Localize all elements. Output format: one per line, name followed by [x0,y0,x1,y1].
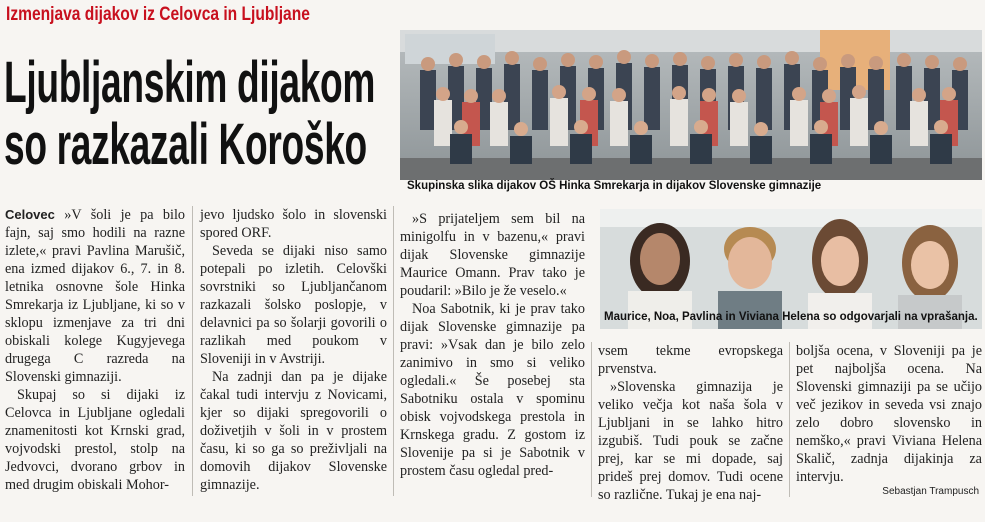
paragraph-text: »V šoli je pa bilo fajn, saj smo hodili na razne izlete,« pravi Pavlina Marušič, ena izmed dijakov 6., 7. in 8. letnika osnovne šole Hinka Smrekarja iz Ljubljane, ki so v sklopu izmenjave za tri dni obiskali kolege Kugyjevega drugega C razreda na Slovenski gimnaziji. [5,207,185,385]
paragraph: vsem tekme evropskega prvenstva. [598,343,783,377]
column-rule [789,342,790,497]
article-column-1 [5,206,185,494]
headline-line-1: Ljubljanskim dijakom [4,50,376,115]
group-photo-image [400,30,982,180]
article-column-5 [796,342,982,486]
article-kicker: Izmenjava dijakov iz Celovca in Ljubljane [6,4,310,25]
paragraph: jevo ljudsko šolo in slovenski spored ORF. [200,207,387,241]
paragraph: »Slovenska gimnazija je veliko večja kot naša šola v Ljubljani in se lahko hitro izgubiš. Tudi pouk se začne prej, kar se mi dopade, saj prideš prej domov. Tudi ocene so različne. Tukaj je ena naj- [598,379,783,503]
headline-line-2: so razkazali Koroško [4,112,367,177]
column-rule [393,206,394,496]
paragraph [5,206,185,386]
paragraph: Na zadnji dan pa je dijake čakal tudi intervju z Novicami, kjer so dijaki spregovorili o doživetjih v šoli in v prostem času, ki so ga so preživljali na domovih dijakov Slovenske gimnazije. [200,369,387,493]
author-byline: Sebastjan Trampusch [882,486,979,497]
paragraph: Noa Sabotnik, ki je prav tako dijak Slovenske gimnazije pa pravi: »Vsak dan je bilo zelo zanimivo in smo si veliko ogledali.« Še posebej sta Sabotniku ostala v spominu obisk vojvodskega prestola in Krnskega gradu. Z gostom iz Slovenije pa si je Sabotnik v prostem času ogledal pred- [400,301,585,479]
paragraph: Skupaj so si dijaki iz Celovca in Ljubljane ogledali znamenitosti kot Krnski grad, vojvodski prestol, stolp na Jedvovci, dvorano grbov in med drugim obiskali Mohor- [5,387,185,493]
article-headline [4,50,376,177]
article-column-2 [200,206,387,494]
portrait-photo-caption: Maurice, Noa, Pavlina in Viviana Helena so odgovarjali na vprašanja. [604,311,978,323]
paragraph: Seveda se dijaki niso samo potepali po izletih. Celovški sovrstniki so Ljubljančanom razkazali šolsko poslopje, v delavnici pa so šolarji govorili o razlikah med poukom v Sloveniji in v Avstriji. [200,243,387,367]
paragraph: »S prijateljem sem bil na minigolfu in v bazenu,« pravi dijak Slovenske gimnazije Maurice Omann. Prav tako je poudaril: »Bilo je že veselo.« [400,211,585,299]
article-column-4 [598,342,783,504]
article-column-3 [400,210,585,480]
group-photo-caption: Skupinska slika dijakov OŠ Hinka Smrekarja in dijakov Slovenske gimnazije [407,180,822,192]
group-photo [400,30,982,180]
paragraph: boljša ocena, v Sloveniji pa je pet najboljša ocena. Na Slovenski gimnaziji pa se učijo več jezikov in seveda vsi znajo zelo dobro slovensko in nemško,« pravi Viviana Helena Skalič, zadnja dijakinja za intervju. [796,343,982,485]
column-rule [591,342,592,497]
column-rule [192,206,193,496]
dateline: Celovec [5,207,55,222]
